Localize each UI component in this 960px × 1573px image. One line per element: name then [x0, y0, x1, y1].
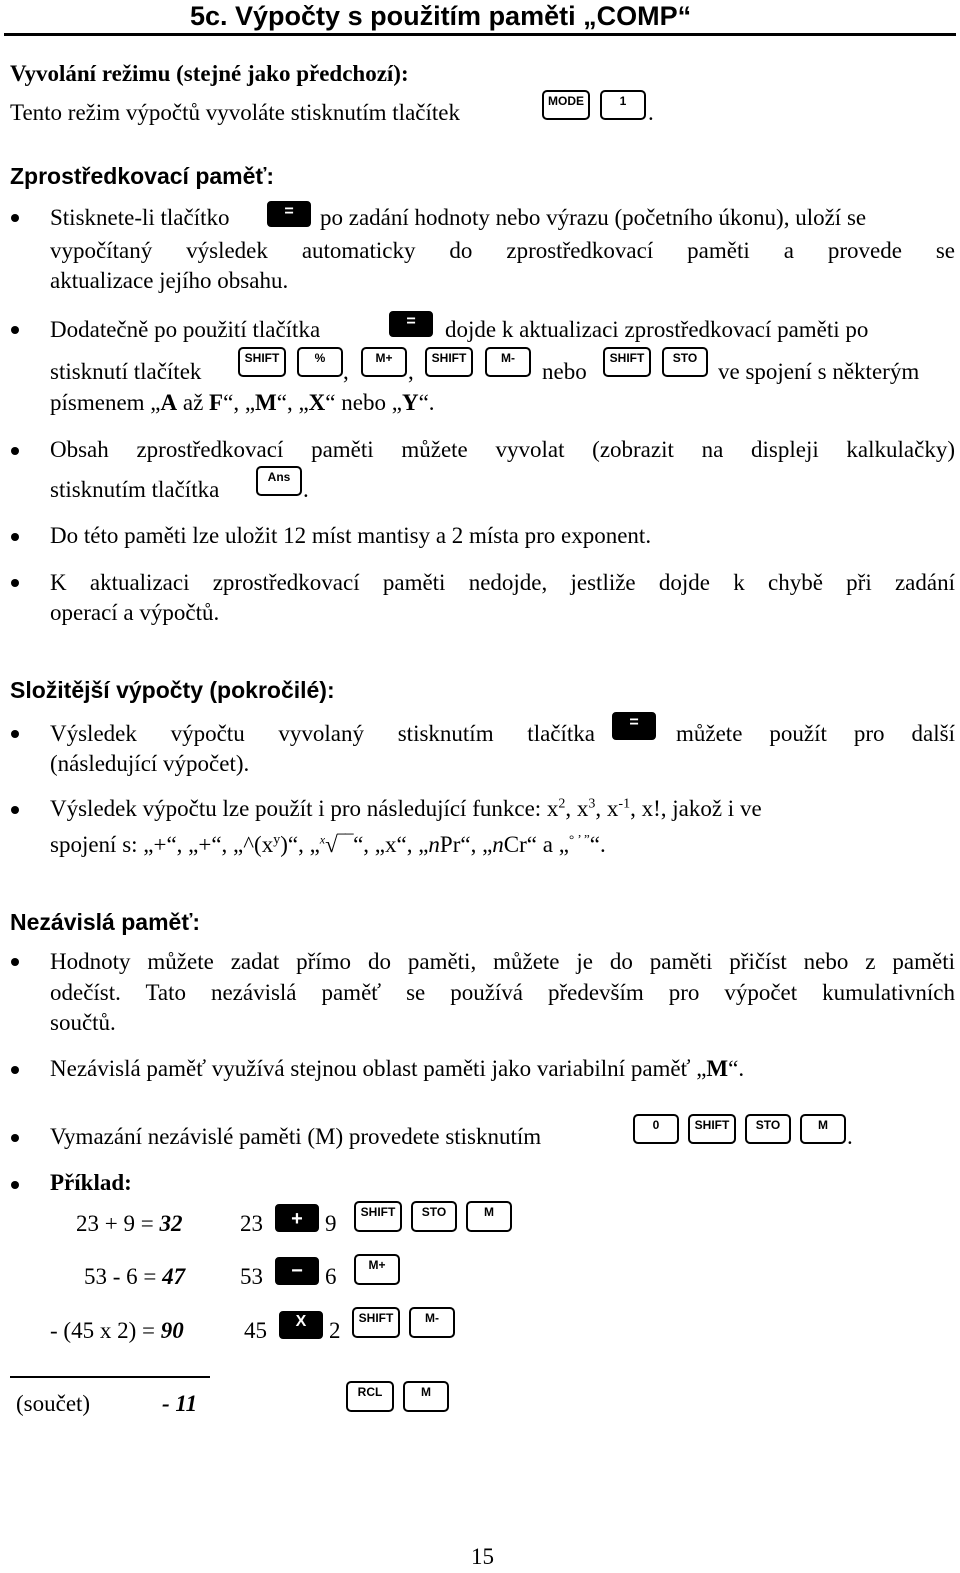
- key-1: 1: [600, 90, 646, 120]
- key-equals: =: [389, 311, 433, 337]
- number: 23: [240, 1211, 263, 1236]
- italic-n: n: [428, 832, 440, 857]
- text: 23 + 9 =: [76, 1211, 160, 1236]
- key-m-plus: M+: [361, 347, 407, 377]
- text: stisknutí tlačítek: [50, 359, 202, 384]
- key-m: M: [403, 1381, 449, 1412]
- bullet: [11, 806, 19, 814]
- root-symbol: √‾‾: [325, 832, 354, 857]
- bullet: [11, 958, 19, 966]
- key-shift: SHIFT: [354, 1201, 402, 1232]
- section-heading-intermediate-memory: Zprostředkovací paměť:: [10, 163, 275, 189]
- key-plus: +: [275, 1204, 319, 1232]
- sum-label: (součet): [16, 1391, 91, 1416]
- key-rcl: RCL: [346, 1381, 394, 1412]
- page-number: 15: [471, 1544, 494, 1569]
- root-index: x: [319, 832, 326, 847]
- example-label: Příklad:: [50, 1170, 132, 1195]
- text: Nezávislá paměť využívá stejnou oblast paměti jako variabilní paměť „: [50, 1056, 707, 1081]
- text: můžete použít pro další: [676, 721, 955, 746]
- text: , x: [565, 796, 589, 821]
- letter: A: [160, 390, 178, 415]
- text: )“, „: [280, 832, 320, 857]
- degree-symbols: ° ’ ”: [568, 831, 590, 847]
- punctuation: .: [648, 100, 654, 125]
- text: , x!, jakož i ve: [630, 796, 762, 821]
- letter: F: [209, 390, 224, 415]
- bullet: [11, 1066, 19, 1074]
- text: dojde k aktualizaci zprostředkovací paměti po: [445, 317, 869, 342]
- text: ,: [343, 359, 349, 384]
- text: Do této paměti lze uložit 12 míst mantisy a 2 místa pro exponent.: [50, 523, 652, 548]
- text: aktualizace jejího obsahu.: [50, 268, 289, 293]
- bullet: [11, 1134, 19, 1142]
- text: “, „x“, „: [353, 832, 429, 857]
- text: .: [847, 1124, 853, 1149]
- letter: X: [308, 390, 326, 415]
- text: “, „: [223, 390, 256, 415]
- superscript: 3: [588, 796, 596, 812]
- text: odečíst. Tato nezávislá paměť se používá především pro výpočet kumulativních: [50, 980, 955, 1005]
- key-mode: MODE: [542, 90, 590, 120]
- text: písmenem „: [50, 390, 161, 415]
- key-shift: SHIFT: [238, 347, 286, 377]
- key-0: 0: [633, 1114, 679, 1144]
- key-shift: SHIFT: [352, 1307, 400, 1338]
- text: [50, 1054, 744, 1084]
- text: “, „: [276, 390, 309, 415]
- text: spojení s: „+“, „+“, „^(x: [50, 832, 274, 857]
- section-heading-independent-memory: Nezávislá paměť:: [10, 909, 200, 935]
- text: Výsledek výpočtu lze použít i pro následující funkce: x: [50, 796, 559, 821]
- text: Vymazání nezávislé paměti (M) provedete stisknutím: [50, 1124, 542, 1149]
- key-minus: −: [275, 1257, 319, 1285]
- key-percent: %: [297, 347, 343, 377]
- bullet: [11, 214, 19, 222]
- letter: Y: [401, 390, 419, 415]
- text: vypočítaný výsledek automaticky do zprostředkovací paměti a provede se: [50, 238, 955, 263]
- key-m: M: [466, 1201, 512, 1232]
- text: K aktualizaci zprostředkovací paměti nedojde, jestliže dojde k chybě při zadání: [50, 570, 955, 595]
- text: operací a výpočtů.: [50, 600, 220, 625]
- text: nebo: [542, 359, 587, 384]
- key-shift: SHIFT: [603, 347, 651, 377]
- text: “ nebo „: [325, 390, 402, 415]
- text: Obsah zprostředkovací paměti můžete vyvolat (zobrazit na displeji kalkulačky): [50, 437, 955, 462]
- superscript: y: [273, 832, 281, 848]
- key-shift: SHIFT: [688, 1114, 736, 1144]
- key-m-minus: M-: [485, 347, 531, 377]
- letter: M: [255, 390, 277, 415]
- text: ,: [408, 359, 414, 384]
- letter: M: [706, 1056, 729, 1081]
- key-multiply: X: [279, 1311, 323, 1339]
- text: Cr“ a „: [503, 832, 569, 857]
- text: Hodnoty můžete zadat přímo do paměti, můžete je do paměti přičíst nebo z paměti: [50, 949, 955, 974]
- superscript: -1: [618, 796, 631, 812]
- key-m-plus: M+: [354, 1254, 400, 1285]
- text: Výsledek výpočtu vyvolaný stisknutím tlačítka: [50, 721, 595, 746]
- key-ans: Ans: [256, 466, 302, 496]
- key-m-minus: M-: [409, 1307, 455, 1338]
- text: 53 - 6 =: [84, 1264, 163, 1289]
- text: “.: [589, 832, 606, 857]
- key-sto: STO: [662, 347, 708, 377]
- example-expression: [84, 1263, 185, 1291]
- text: Dodatečně po použití tlačítka: [50, 317, 321, 342]
- page-title: 5c. Výpočty s použitím paměti „COMP“: [190, 1, 692, 31]
- functions-line: [50, 794, 955, 824]
- number: 6: [325, 1264, 337, 1289]
- bullet: [11, 730, 19, 738]
- operations-line: [50, 830, 606, 860]
- key-m: M: [800, 1114, 846, 1144]
- key-sto: STO: [745, 1114, 791, 1144]
- text: .: [303, 477, 309, 502]
- mode-instruction: Tento režim výpočtů vyvoláte stisknutím tlačítek: [10, 100, 460, 125]
- key-equals: =: [612, 712, 656, 740]
- text: (následující výpočet).: [50, 751, 250, 776]
- bullet: [11, 579, 19, 587]
- text: - (45 x 2) =: [50, 1318, 161, 1343]
- section-heading-advanced: Složitější výpočty (pokročilé):: [10, 677, 335, 703]
- number: 53: [240, 1264, 263, 1289]
- text: Pr“, „: [439, 832, 493, 857]
- key-shift: SHIFT: [425, 347, 473, 377]
- text: Stisknete-li tlačítko: [50, 205, 230, 230]
- example-expression: [76, 1210, 182, 1238]
- bullet: [11, 447, 19, 455]
- text: součtů.: [50, 1010, 116, 1035]
- title-underline: [4, 33, 956, 36]
- bullet: [11, 326, 19, 334]
- text: , x: [595, 796, 619, 821]
- text: ve spojení s některým: [718, 359, 920, 384]
- sum-divider: [10, 1376, 210, 1378]
- text: stisknutím tlačítka: [50, 477, 220, 502]
- italic-n: n: [492, 832, 504, 857]
- text: “.: [418, 390, 435, 415]
- result: 32: [159, 1211, 183, 1236]
- text: až: [177, 390, 210, 415]
- number: 45: [244, 1318, 267, 1343]
- number: 2: [329, 1318, 341, 1343]
- key-sto: STO: [411, 1201, 457, 1232]
- letters-line: [50, 388, 435, 418]
- sum-value: - 11: [162, 1391, 198, 1416]
- bullet: [11, 1181, 19, 1189]
- superscript: 2: [558, 796, 566, 812]
- bullet: [11, 533, 19, 541]
- section-heading-mode: Vyvolání režimu (stejné jako předchozí):: [10, 61, 409, 86]
- number: 9: [325, 1211, 337, 1236]
- result: 90: [160, 1318, 184, 1343]
- example-expression: [50, 1317, 184, 1345]
- result: 47: [162, 1264, 186, 1289]
- text: “.: [728, 1056, 745, 1081]
- key-equals: =: [267, 201, 311, 227]
- text: po zadání hodnoty nebo výrazu (početního úkonu), uloží se: [320, 205, 867, 230]
